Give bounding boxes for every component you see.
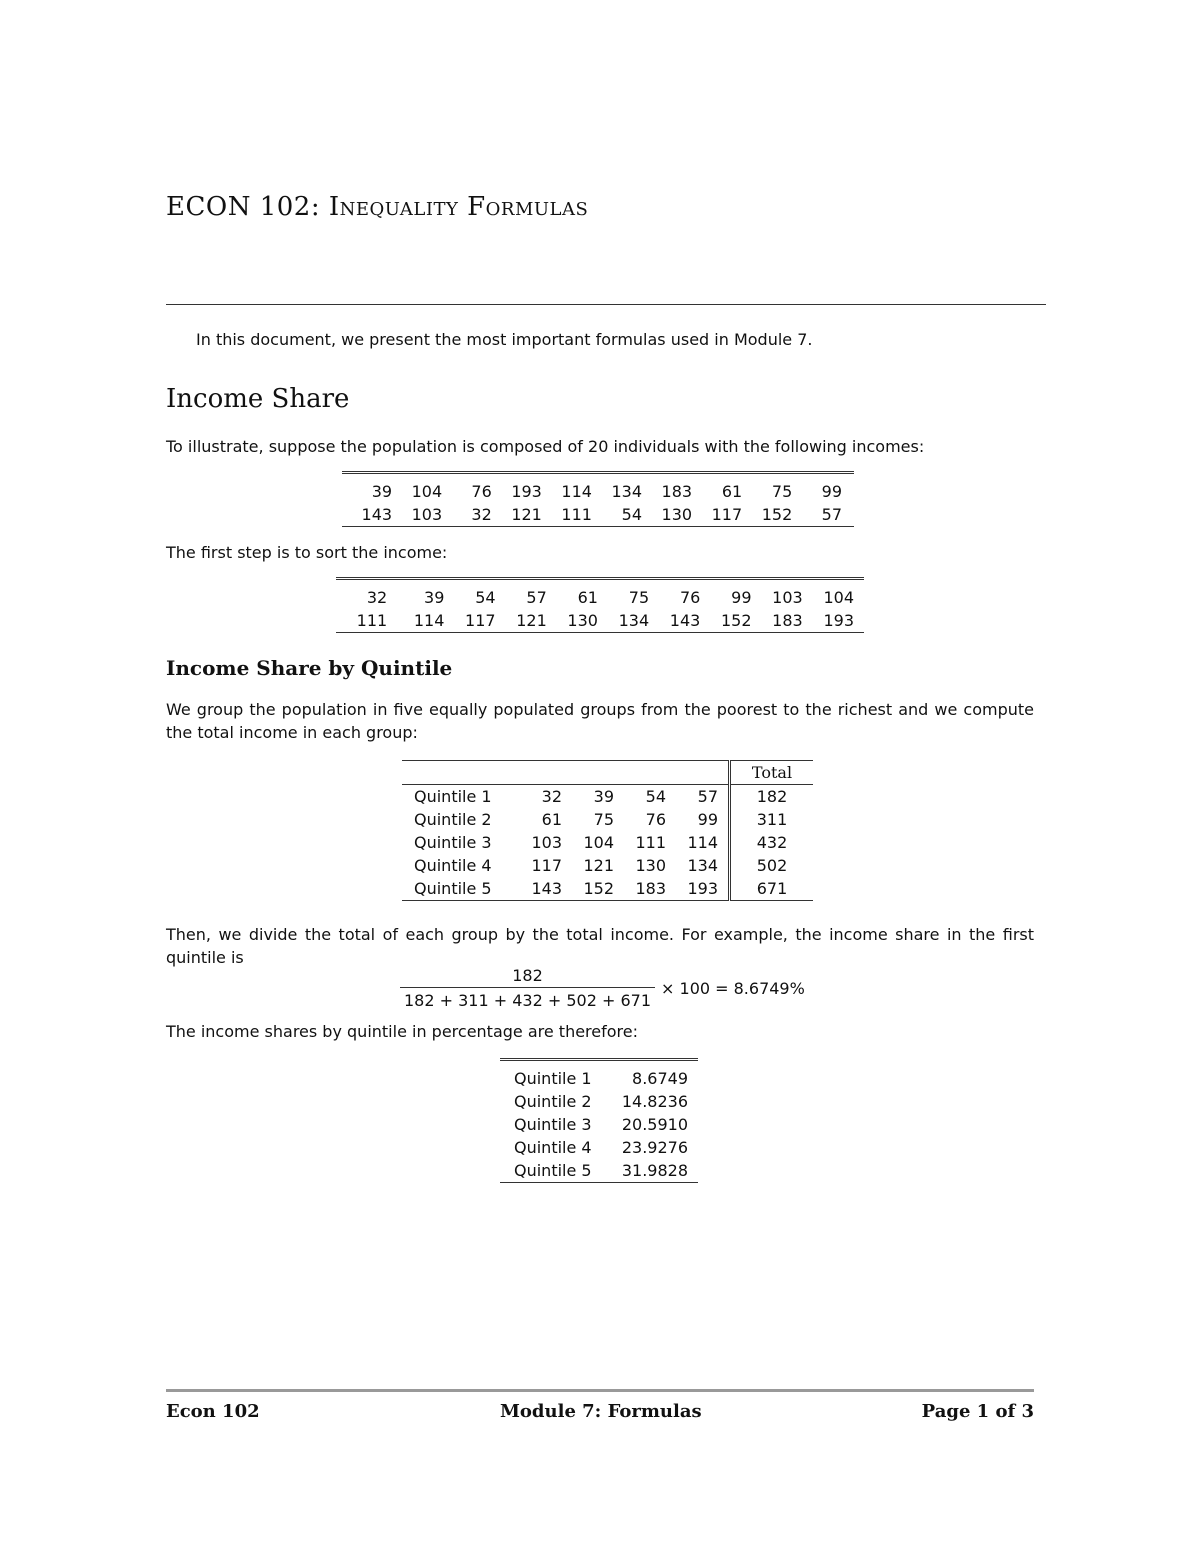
table-cell: 143 [669,611,701,630]
table-cell: 57 [821,505,842,524]
table-cell: 130 [635,856,666,875]
table-cell: 54 [621,505,643,524]
table-cell: 32 [471,505,492,524]
table-cell: 143 [361,505,393,524]
table-cell: 76 [645,810,666,829]
table-cell: 75 [593,810,614,829]
row-label: Quintile 3 [414,833,492,852]
row-label: Quintile 5 [514,1161,592,1180]
table-cell: 31.9828 [621,1161,688,1180]
table-cell: 57 [526,588,547,607]
table-cell: 99 [697,810,718,829]
income-shares-table [500,1058,698,1183]
table-cell: 111 [356,611,388,630]
paragraph-sort: The first step is to sort the income: [166,543,448,562]
table-row [402,808,813,831]
footer-left: Econ 102 [166,1401,260,1422]
table-cell: 117 [465,611,496,630]
table-cell-total: 502 [730,854,814,877]
table-cell: 117 [531,856,562,875]
table-cell: 14.8236 [621,1092,688,1111]
table-cell: 193 [687,879,718,898]
table-cell: 103 [772,588,803,607]
table-cell: 130 [661,505,693,524]
row-label: Quintile 1 [414,787,492,806]
row-label: Quintile 2 [514,1092,592,1111]
table-cell: 20.5910 [621,1115,688,1134]
sorted-income-table [336,577,864,633]
table-cell-total: 671 [730,877,814,901]
row-label: Quintile 4 [414,856,492,875]
table-cell: 61 [577,588,598,607]
table-cell: 75 [628,588,650,607]
subsection-heading-quintile: Income Share by Quintile [166,656,453,680]
table-row [500,1159,698,1183]
paragraph-shares: The income shares by quintile in percentage are therefore: [166,1022,639,1041]
table-cell: 61 [541,810,562,829]
fraction-denominator: 182 + 311 + 432 + 502 + 671 [404,991,652,1010]
title-rule [166,304,1046,305]
row-label: Quintile 3 [514,1115,592,1134]
table-cell: 152 [761,505,793,524]
table-cell: 61 [721,482,743,501]
table-cell: 143 [531,879,562,898]
table-cell: 183 [661,482,693,501]
table-row [402,877,813,901]
row-label: Quintile 1 [514,1069,592,1088]
table-cell: 117 [711,505,743,524]
table-cell: 99 [821,482,842,501]
footer-rule [166,1389,1034,1392]
table-cell-total: 182 [730,785,814,809]
table-cell: 114 [413,611,445,630]
table-cell: 134 [687,856,718,875]
document-title: ECON 102: Inequality Formulas [166,192,589,222]
paragraph-group: We group the population in five equally populated groups from the poorest to the richest and we compute the total income in each group: [166,700,1034,742]
table-cell: 23.9276 [621,1138,688,1157]
table-cell: 76 [471,482,492,501]
table-cell: 39 [424,588,445,607]
table-cell: 183 [635,879,666,898]
quintile-table [402,760,813,901]
table-cell: 99 [731,588,752,607]
table-cell: 57 [697,787,718,806]
table-cell: 32 [541,787,562,806]
footer-center: Module 7: Formulas [500,1401,702,1422]
unsorted-income-table [342,471,854,527]
table-cell: 134 [618,611,650,630]
table-cell-total: 432 [730,831,814,854]
table-cell-total: 311 [730,808,814,831]
table-row [500,1090,698,1113]
table-cell: 183 [772,611,803,630]
table-row [402,831,813,854]
table-cell: 111 [635,833,666,852]
paragraph-divide: Then, we divide the total of each group by the total income. For example, the income share in the first quintile is [166,925,1034,967]
income-share-formula [400,966,805,1010]
table-row [342,503,854,527]
section-heading-income-share: Income Share [166,384,350,414]
table-cell: 104 [583,833,614,852]
table-cell: 121 [511,505,542,524]
fraction-numerator: 182 [400,966,655,988]
paragraph-illustrate: To illustrate, suppose the population is composed of 20 individuals with the following incomes: [166,437,925,456]
formula-result: × 100 = 8.6749% [661,978,805,998]
table-row [500,1067,698,1090]
table-row [500,1113,698,1136]
table-cell: 39 [593,787,614,806]
table-cell: 54 [475,588,496,607]
table-cell: 104 [411,482,443,501]
table-cell: 193 [511,482,542,501]
table-cell: 193 [823,611,854,630]
table-row [336,609,864,633]
column-header-total: Total [730,761,814,785]
fraction [400,966,655,1010]
table-cell: 114 [687,833,718,852]
table-cell: 76 [679,588,701,607]
table-cell: 103 [531,833,562,852]
table-cell: 32 [366,588,388,607]
table-cell: 130 [567,611,598,630]
intro-paragraph: In this document, we present the most important formulas used in Module 7. [196,330,813,349]
table-cell: 8.6749 [632,1069,688,1088]
table-cell: 104 [823,588,854,607]
table-cell: 134 [611,482,643,501]
row-label: Quintile 2 [414,810,492,829]
table-row [342,480,854,503]
table-cell: 75 [771,482,793,501]
table-cell: 39 [371,482,393,501]
footer-page-number: Page 1 of 3 [921,1401,1034,1422]
table-cell: 114 [561,482,592,501]
table-row [336,586,864,609]
table-row [500,1136,698,1159]
table-row [402,785,813,809]
row-label: Quintile 4 [514,1138,592,1157]
table-header-row [402,761,813,785]
table-cell: 121 [583,856,614,875]
table-cell: 152 [583,879,614,898]
table-cell: 121 [516,611,547,630]
table-cell: 54 [645,787,666,806]
row-label: Quintile 5 [414,879,492,898]
table-cell: 152 [720,611,752,630]
table-cell: 111 [561,505,592,524]
table-row [402,854,813,877]
table-cell: 103 [411,505,443,524]
